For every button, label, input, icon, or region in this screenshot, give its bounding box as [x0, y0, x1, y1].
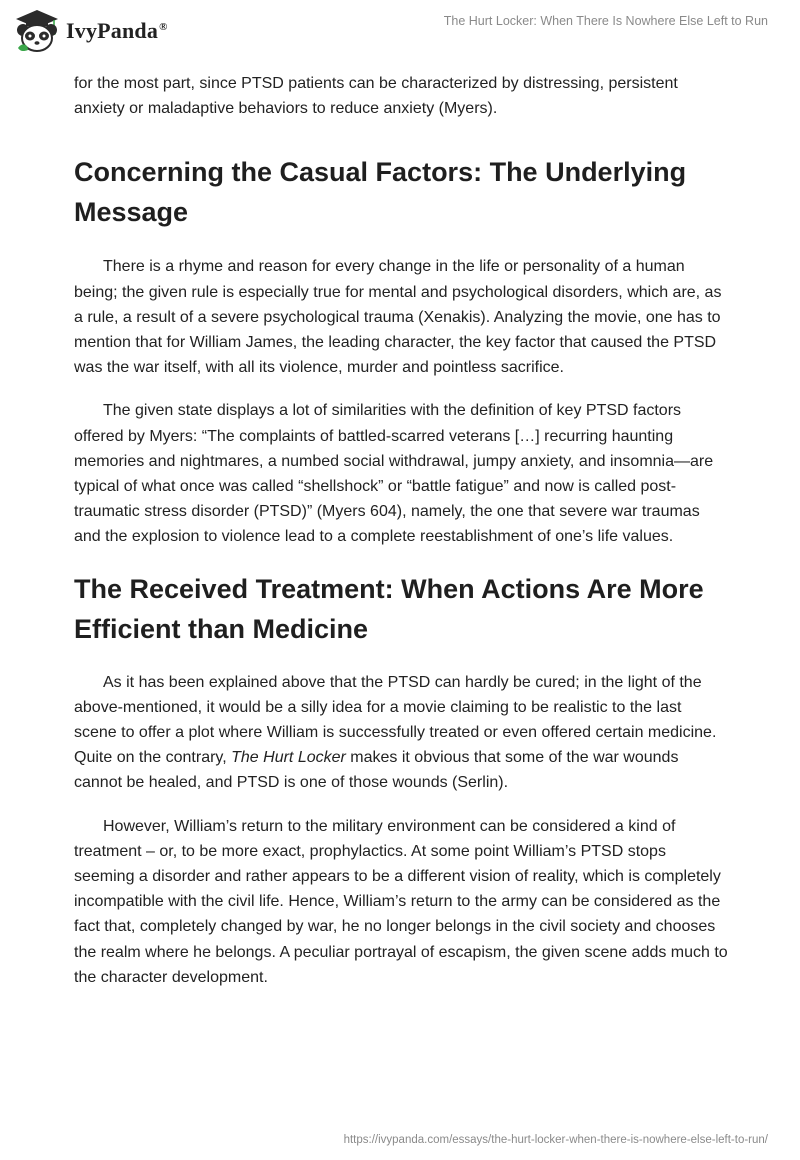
paragraph-causal-2: The given state displays a lot of similarities with the definition of key PTSD factors offered by Myers: “The complaints of battled-scarred veterans […] recurring haunting memories and nightmares, a numbed social withdrawal, jumpy anxiety, and insomnia—are typical of what once was called “shellshock” or “battle fatigue” and now is called post-traumatic stress disorder (PTSD)” (Myers 604), namely, the one that severe war traumas and the explosion to violence lead to a complete reestablishment of one’s life values.: [74, 402, 714, 546]
intro-paragraph: for the most part, since PTSD patients can be characterized by distressing, persistent anxiety or maladaptive behaviors to reduce anxiety (Myers).: [74, 75, 678, 118]
section-heading-causal-factors: Concerning the Casual Factors: The Underlying Message: [74, 157, 687, 228]
source-url[interactable]: https://ivypanda.com/essays/the-hurt-locker-when-there-is-nowhere-else-left-to-run/: [343, 1134, 768, 1146]
document-title: The Hurt Locker: When There Is Nowhere Else Left to Run: [443, 14, 768, 28]
ivypanda-logo[interactable]: [14, 8, 168, 54]
section-heading-received-treatment: The Received Treatment: When Actions Are More Efficient than Medicine: [74, 573, 704, 644]
paragraph-treatment-1: As it has been explained above that the PTSD can hardly be cured; in the light of the above-mentioned, it would be a silly idea for a movie claiming to be realistic to the last scene to offer a plot where William is successfully treated or even offered certain medicine. Quite on the contrary, The Hurt Locker makes it obvious that some of the war wounds cannot be healed, and PTSD is one of those wounds (Serlin).: [74, 673, 717, 792]
movie-title-italic: The Hurt Locker: [231, 749, 346, 767]
paragraph-treatment-2: However, William’s return to the military environment can be considered a kind of treatment – or, to be more exact, prophylactics. At some point William’s PTSD stops seeming a disorder and rather appears to be a different vision of reality, which is completely incompatible with the civil life. Hence, William’s return to the army can be considered as the fact that, completely changed by war, he no longer belongs in the civil society and chooses the realm where he belongs. A peculiar portrayal of escapism, the given scene adds much to the character development.: [74, 817, 728, 986]
brand-name: IvyPanda®: [66, 18, 168, 43]
paragraph-causal-1: There is a rhyme and reason for every change in the life or personality of a human being; the given rule is especially true for mental and psychological disorders, which are, as a rule, a result of a severe psychological trauma (Xenakis). Analyzing the movie, one has to mention that for William James, the leading character, the key factor that caused the PTSD was the war itself, with all its violence, murder and pointless sacrifice.: [74, 258, 722, 377]
essay-content: [74, 71, 728, 990]
panda-graduate-icon: [14, 8, 60, 54]
page-header: [0, 0, 800, 70]
